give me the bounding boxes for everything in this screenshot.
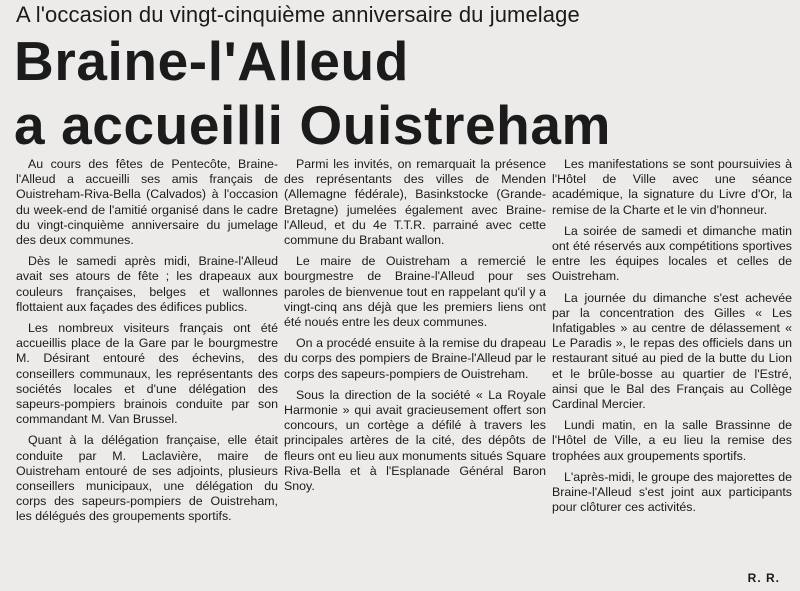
headline-line-1: Braine-l'Alleud	[14, 30, 409, 92]
paragraph: Dès le samedi après midi, Braine-l'Alleud avait ses atours de fête ; les drapeaux aux couleurs françaises, belges et wallonnes flottaient aux façades des édifices publics.	[16, 254, 278, 314]
article-column-3	[552, 157, 792, 521]
paragraph: On a procédé ensuite à la remise du drapeau du corps des pompiers de Braine-l'Alleud par le corps des sapeurs-pompiers de Ouistreham.	[284, 336, 546, 381]
paragraph: Parmi les invités, on remarquait la présence des représentants des villes de Menden (Allemagne fédérale), Basinkstocke (Grande-Bretagne) jumelées également avec Braine-l'Alleud, et du 4e T.T.R. parrainé avec cette commune du Brabant wallon.	[284, 157, 546, 248]
author-signature: R. R.	[747, 571, 780, 585]
paragraph: Lundi matin, en la salle Brassinne de l'Hôtel de Ville, a eu lieu la remise des trophées aux groupements sportifs.	[552, 418, 792, 463]
article-column-1	[16, 157, 278, 531]
paragraph: Au cours des fêtes de Pentecôte, Braine-l'Alleud a accueilli ses amis français de Ouistreham-Riva-Bella (Calvados) à l'occasion du week-end de l'amitié organisé dans le cadre du vingt-cinquième anniversaire du jumelage des deux communes.	[16, 157, 278, 248]
paragraph: Sous la direction de la société « La Royale Harmonie » qui avait gracieusement offert son concours, un cortège a défilé à travers les principales artères de la cité, des dépôts de fleurs ont eu lieu aux monuments situés Square Riva-Bella et à l'Esplanade Général Baron Snoy.	[284, 387, 546, 494]
headline-line-2: a accueilli Ouistreham	[14, 94, 612, 156]
paragraph: La soirée de samedi et dimanche matin ont été réservés aux compétitions sportives entre les équipes locales et celles de Ouistreham.	[552, 223, 792, 284]
paragraph: L'après-midi, le groupe des majorettes de Braine-l'Alleud s'est joint aux participants pour clôturer ces activités.	[552, 469, 792, 515]
paragraph: Les nombreux visiteurs français ont été accueillis place de la Gare par le bourgmestre M. Désirant entouré des échevins, des conseillers communaux, les représentants des sociétés locales et d'une délégation des sapeurs-pompiers brainois conduite par son commandant M. Van Brussel.	[16, 321, 278, 427]
article-kicker: A l'occasion du vingt-cinquième anniversaire du jumelage	[16, 2, 580, 27]
paragraph: La journée du dimanche s'est achevée par la concentration des Gilles « Les Infatigables » au centre de délassement « Le Paradis », le repas des officiels dans un restaurant situé au pied de la butte du Lion et le brûle-bosse au quartier de l'Estré, ainsi que le Bal des Français au Collège Cardinal Mercier.	[552, 290, 792, 412]
article-column-2	[284, 157, 546, 500]
paragraph: Quant à la délégation française, elle était conduite par M. Laclavière, maire de Ouistreham entouré de ses adjoints, plusieurs conseillers municipaux, une délégation du corps des sapeurs-pompiers de Ouistreham, les délégués des groupements sportifs.	[16, 433, 278, 524]
paragraph: Le maire de Ouistreham a remercié le bourgmestre de Braine-l'Alleud pour ses paroles de bienvenue tout en rappelant qu'il y a vingt-cinq ans déjà que les premiers liens ont été noués entre les deux communes.	[284, 254, 546, 330]
paragraph: Les manifestations se sont poursuivies à l'Hôtel de Ville avec une séance académique, la signature du Livre d'Or, la remise de la Charte et le vin d'honneur.	[552, 157, 792, 217]
